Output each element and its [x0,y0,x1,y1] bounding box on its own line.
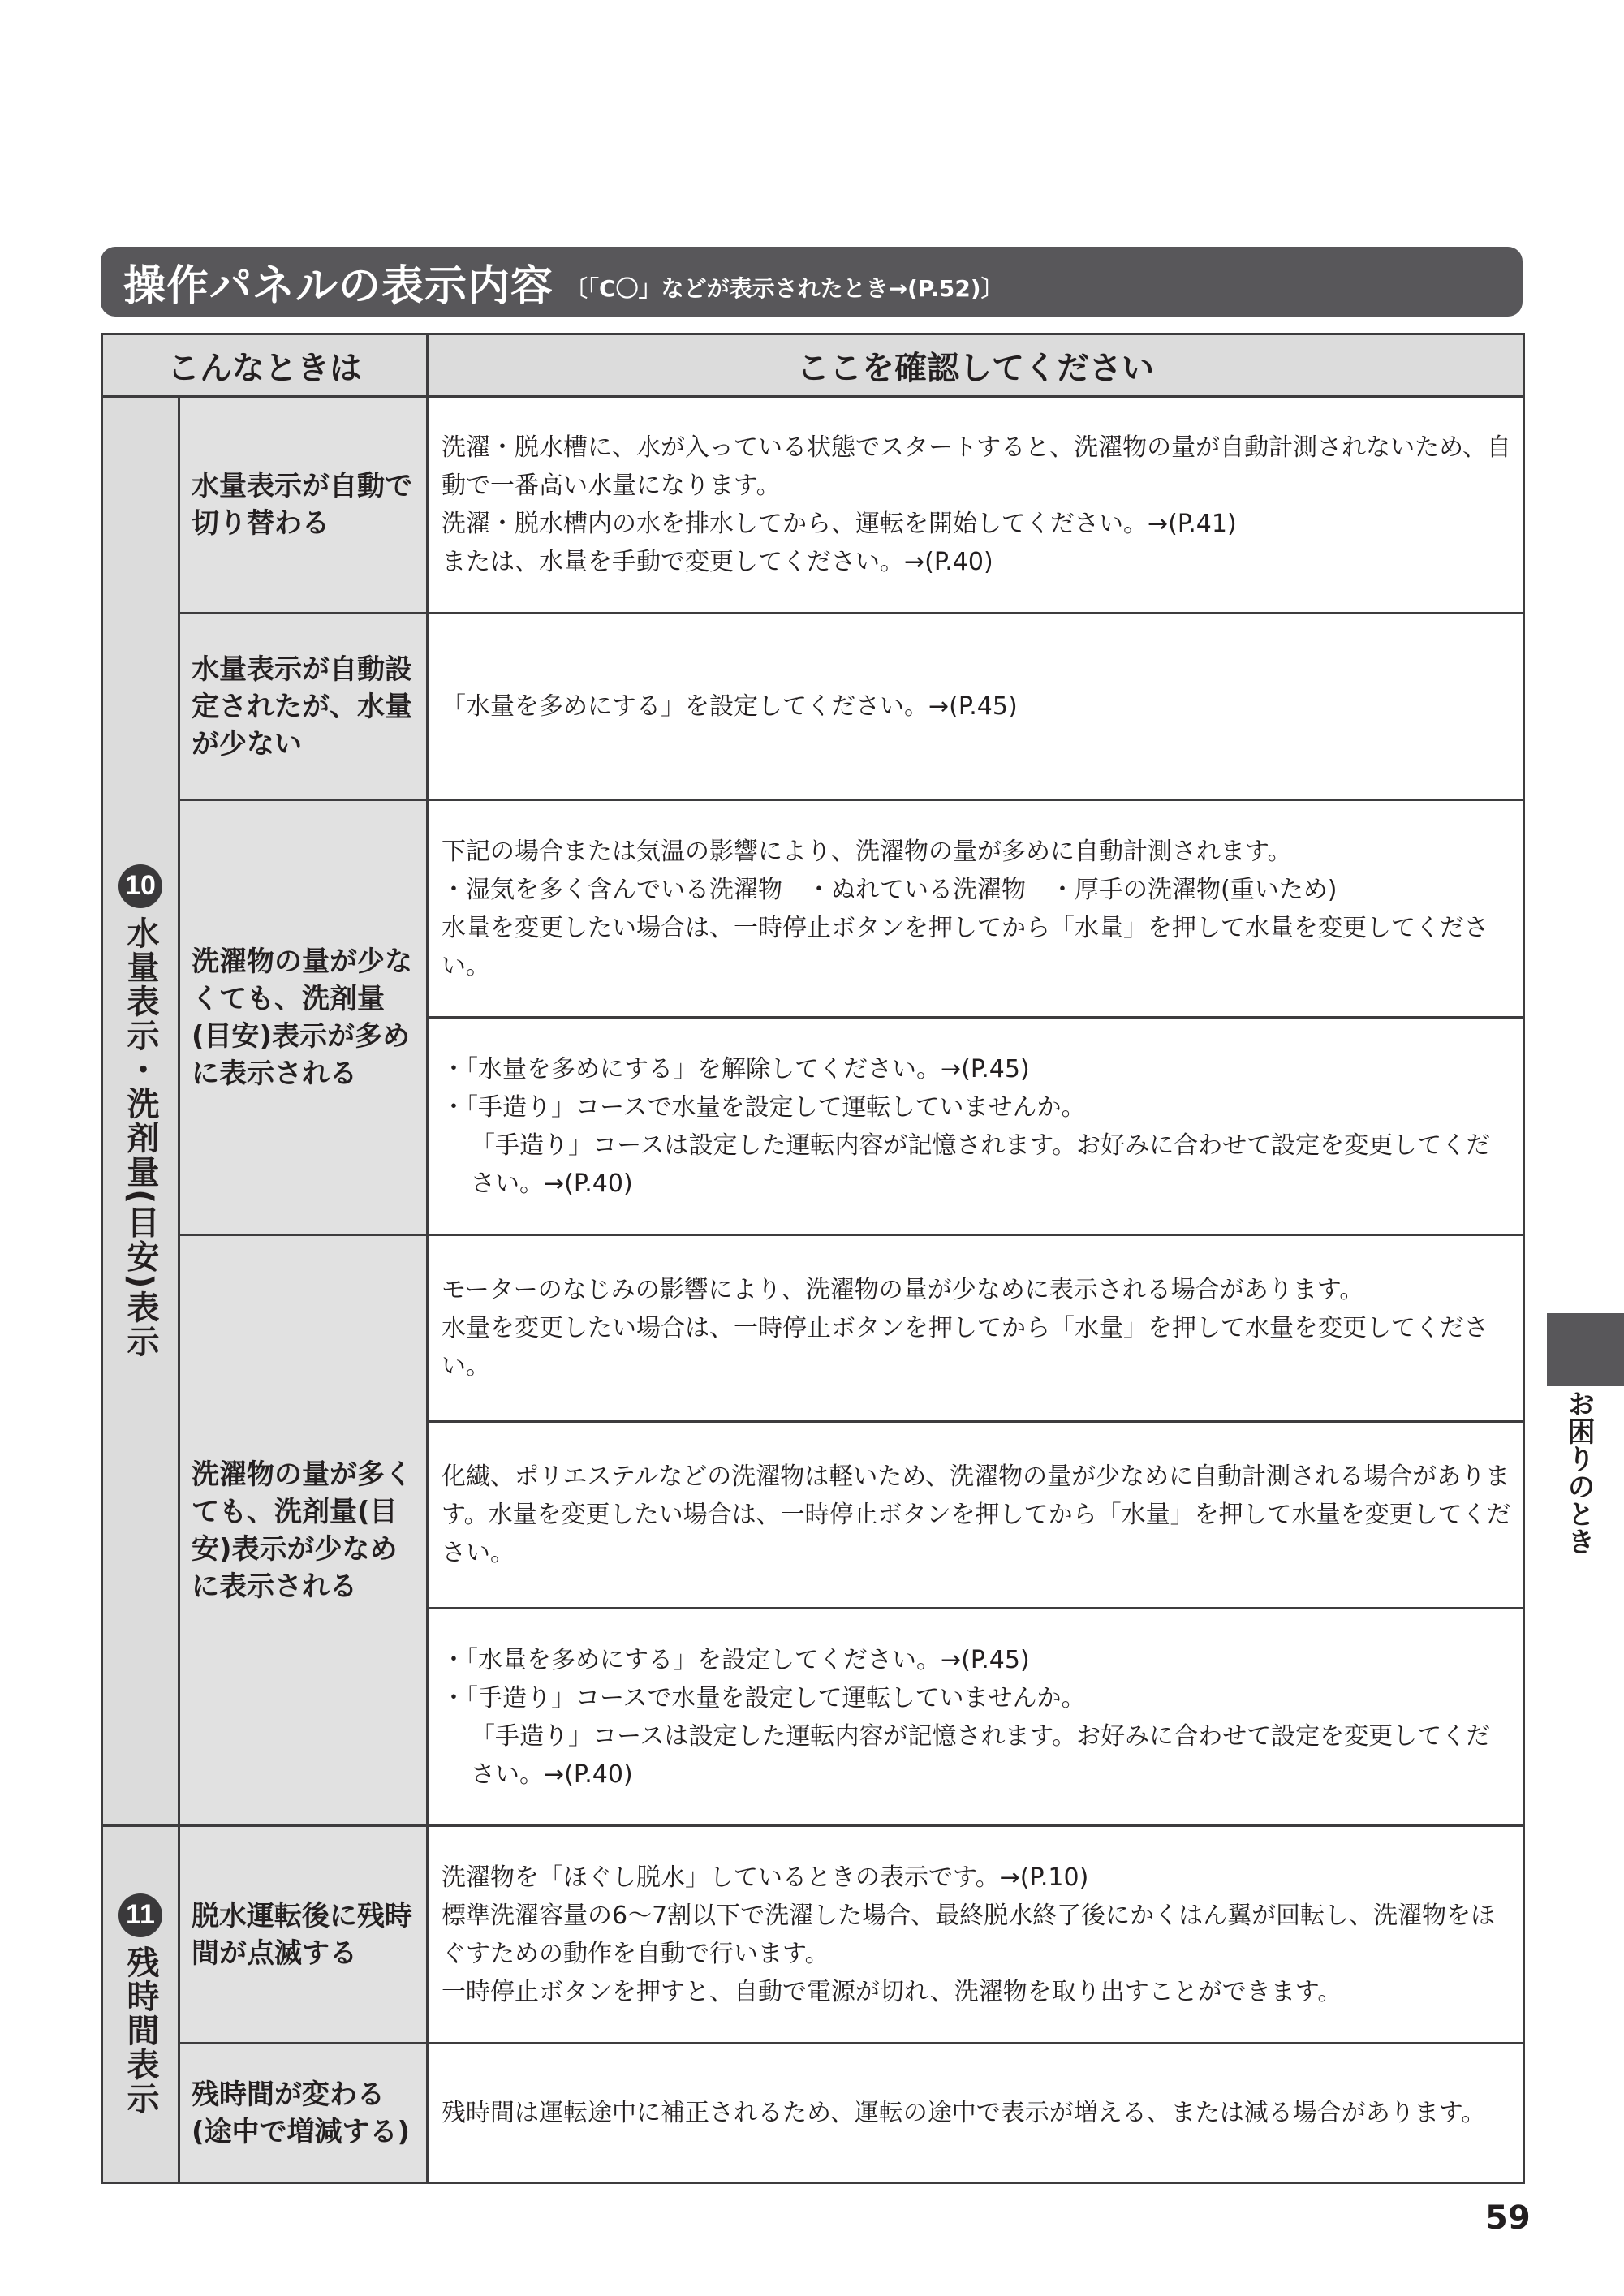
check-cell [428,614,1524,800]
page-number: 59 [1485,2199,1531,2237]
check-text: 残時間は運転途中に補正されるため、運転の途中で表示が増える、または減る場合があります。 [442,2099,1486,2127]
category-number-badge: 10 [118,864,162,908]
check-cell [428,1018,1524,1235]
check-cell [428,1609,1524,1826]
situation-cell: 残時間が変わる(途中で増減する) [179,2044,428,2183]
situation-cell: 水量表示が自動で切り替わる [179,397,428,614]
check-text: 洗濯・脱水槽内の水を排水してから、運転を開始してください。→(P.41) [442,510,1237,538]
check-text: ・湿気を多く含んでいる洗濯物 ・ぬれている洗濯物 ・厚手の洗濯物(重いため) [442,875,1338,904]
check-text: 「手造り」コースは設定した運転内容が記憶されます。お好みに合わせて設定を変更してください。→(P.40) [471,1131,1491,1198]
check-cell [428,1422,1524,1609]
column-header-situation: こんなときは [102,334,428,397]
side-tab-label: お困りのとき [1562,1389,1595,1555]
check-text: ・「水量を多めにする」を設定してください。→(P.45) [442,1645,1030,1674]
check-text: 下記の場合または気温の影響により、洗濯物の量が多めに自動計測されます。 [442,837,1292,866]
category-label: 残時間表示 [122,1945,159,2116]
section-title-bar [101,247,1523,317]
check-text: ・「手造り」コースで水量を設定して運転していませんか。 [442,1683,1086,1712]
table-header-row [102,334,1524,397]
check-text: 「水量を多めにする」を設定してください。→(P.45) [442,692,1018,721]
check-text: 水量を変更したい場合は、一時停止ボタンを押してから「水量」を押して水量を変更してください。 [442,1314,1488,1381]
category-10-cell [102,397,179,1826]
column-header-check: ここを確認してください [428,334,1524,397]
category-number-badge: 11 [118,1893,162,1937]
table-row [102,800,1524,1018]
table-row [102,1235,1524,1422]
check-text: 標準洗濯容量の6〜7割以下で洗濯した場合、最終脱水終了後にかくはん翼が回転し、洗濯物をほぐすための動作を自動で行います。 [442,1901,1496,1968]
check-text: ・「手造り」コースで水量を設定して運転していませんか。 [442,1092,1086,1122]
situation-cell: 洗濯物の量が多くても、洗剤量(目安)表示が少なめに表示される [179,1235,428,1826]
category-11-cell [102,1826,179,2183]
table-row [102,397,1524,614]
table-row [102,614,1524,800]
situation-cell: 水量表示が自動設定されたが、水量が少ない [179,614,428,800]
category-label: 水量表示・洗剤量(目安)表示 [122,915,159,1359]
check-text: モーターのなじみの影響により、洗濯物の量が少なめに表示される場合があります。 [442,1276,1364,1304]
check-text: 「手造り」コースは設定した運転内容が記憶されます。お好みに合わせて設定を変更してください。→(P.40) [471,1721,1491,1789]
check-cell [428,1826,1524,2044]
section-subtitle: 〔「C〇」などが表示されたとき→(P.52)〕 [565,275,1004,302]
situation-cell: 洗濯物の量が少なくても、洗剤量(目安)表示が多めに表示される [179,800,428,1235]
section-title: 操作パネルの表示内容 [123,261,554,311]
check-cell [428,397,1524,614]
situation-cell: 脱水運転後に残時間が点滅する [179,1826,428,2044]
table-row [102,2044,1524,2183]
check-text: 洗濯・脱水槽に、水が入っている状態でスタートすると、洗濯物の量が自動計測されないため、自動で一番高い水量になります。 [442,433,1511,500]
check-text: 洗濯物を「ほぐし脱水」しているときの表示です。→(P.10) [442,1863,1089,1892]
check-text: 水量を変更したい場合は、一時停止ボタンを押してから「水量」を押して水量を変更してください。 [442,913,1488,980]
check-text: 化繊、ポリエステルなどの洗濯物は軽いため、洗濯物の量が少なめに自動計測される場合があります。水量を変更したい場合は、一時停止ボタンを押してから「水量」を押して水量を変更してください。 [442,1462,1511,1567]
check-cell [428,2044,1524,2183]
check-text: ・「水量を多めにする」を解除してください。→(P.45) [442,1054,1030,1083]
side-tab-marker [1547,1313,1624,1386]
check-cell [428,1235,1524,1422]
check-cell [428,800,1524,1018]
check-text: 一時停止ボタンを押すと、自動で電源が切れ、洗濯物を取り出すことができます。 [442,1977,1342,2006]
troubleshooting-table [101,333,1525,2184]
check-text: または、水量を手動で変更してください。→(P.40) [442,548,993,576]
table-row [102,1826,1524,2044]
